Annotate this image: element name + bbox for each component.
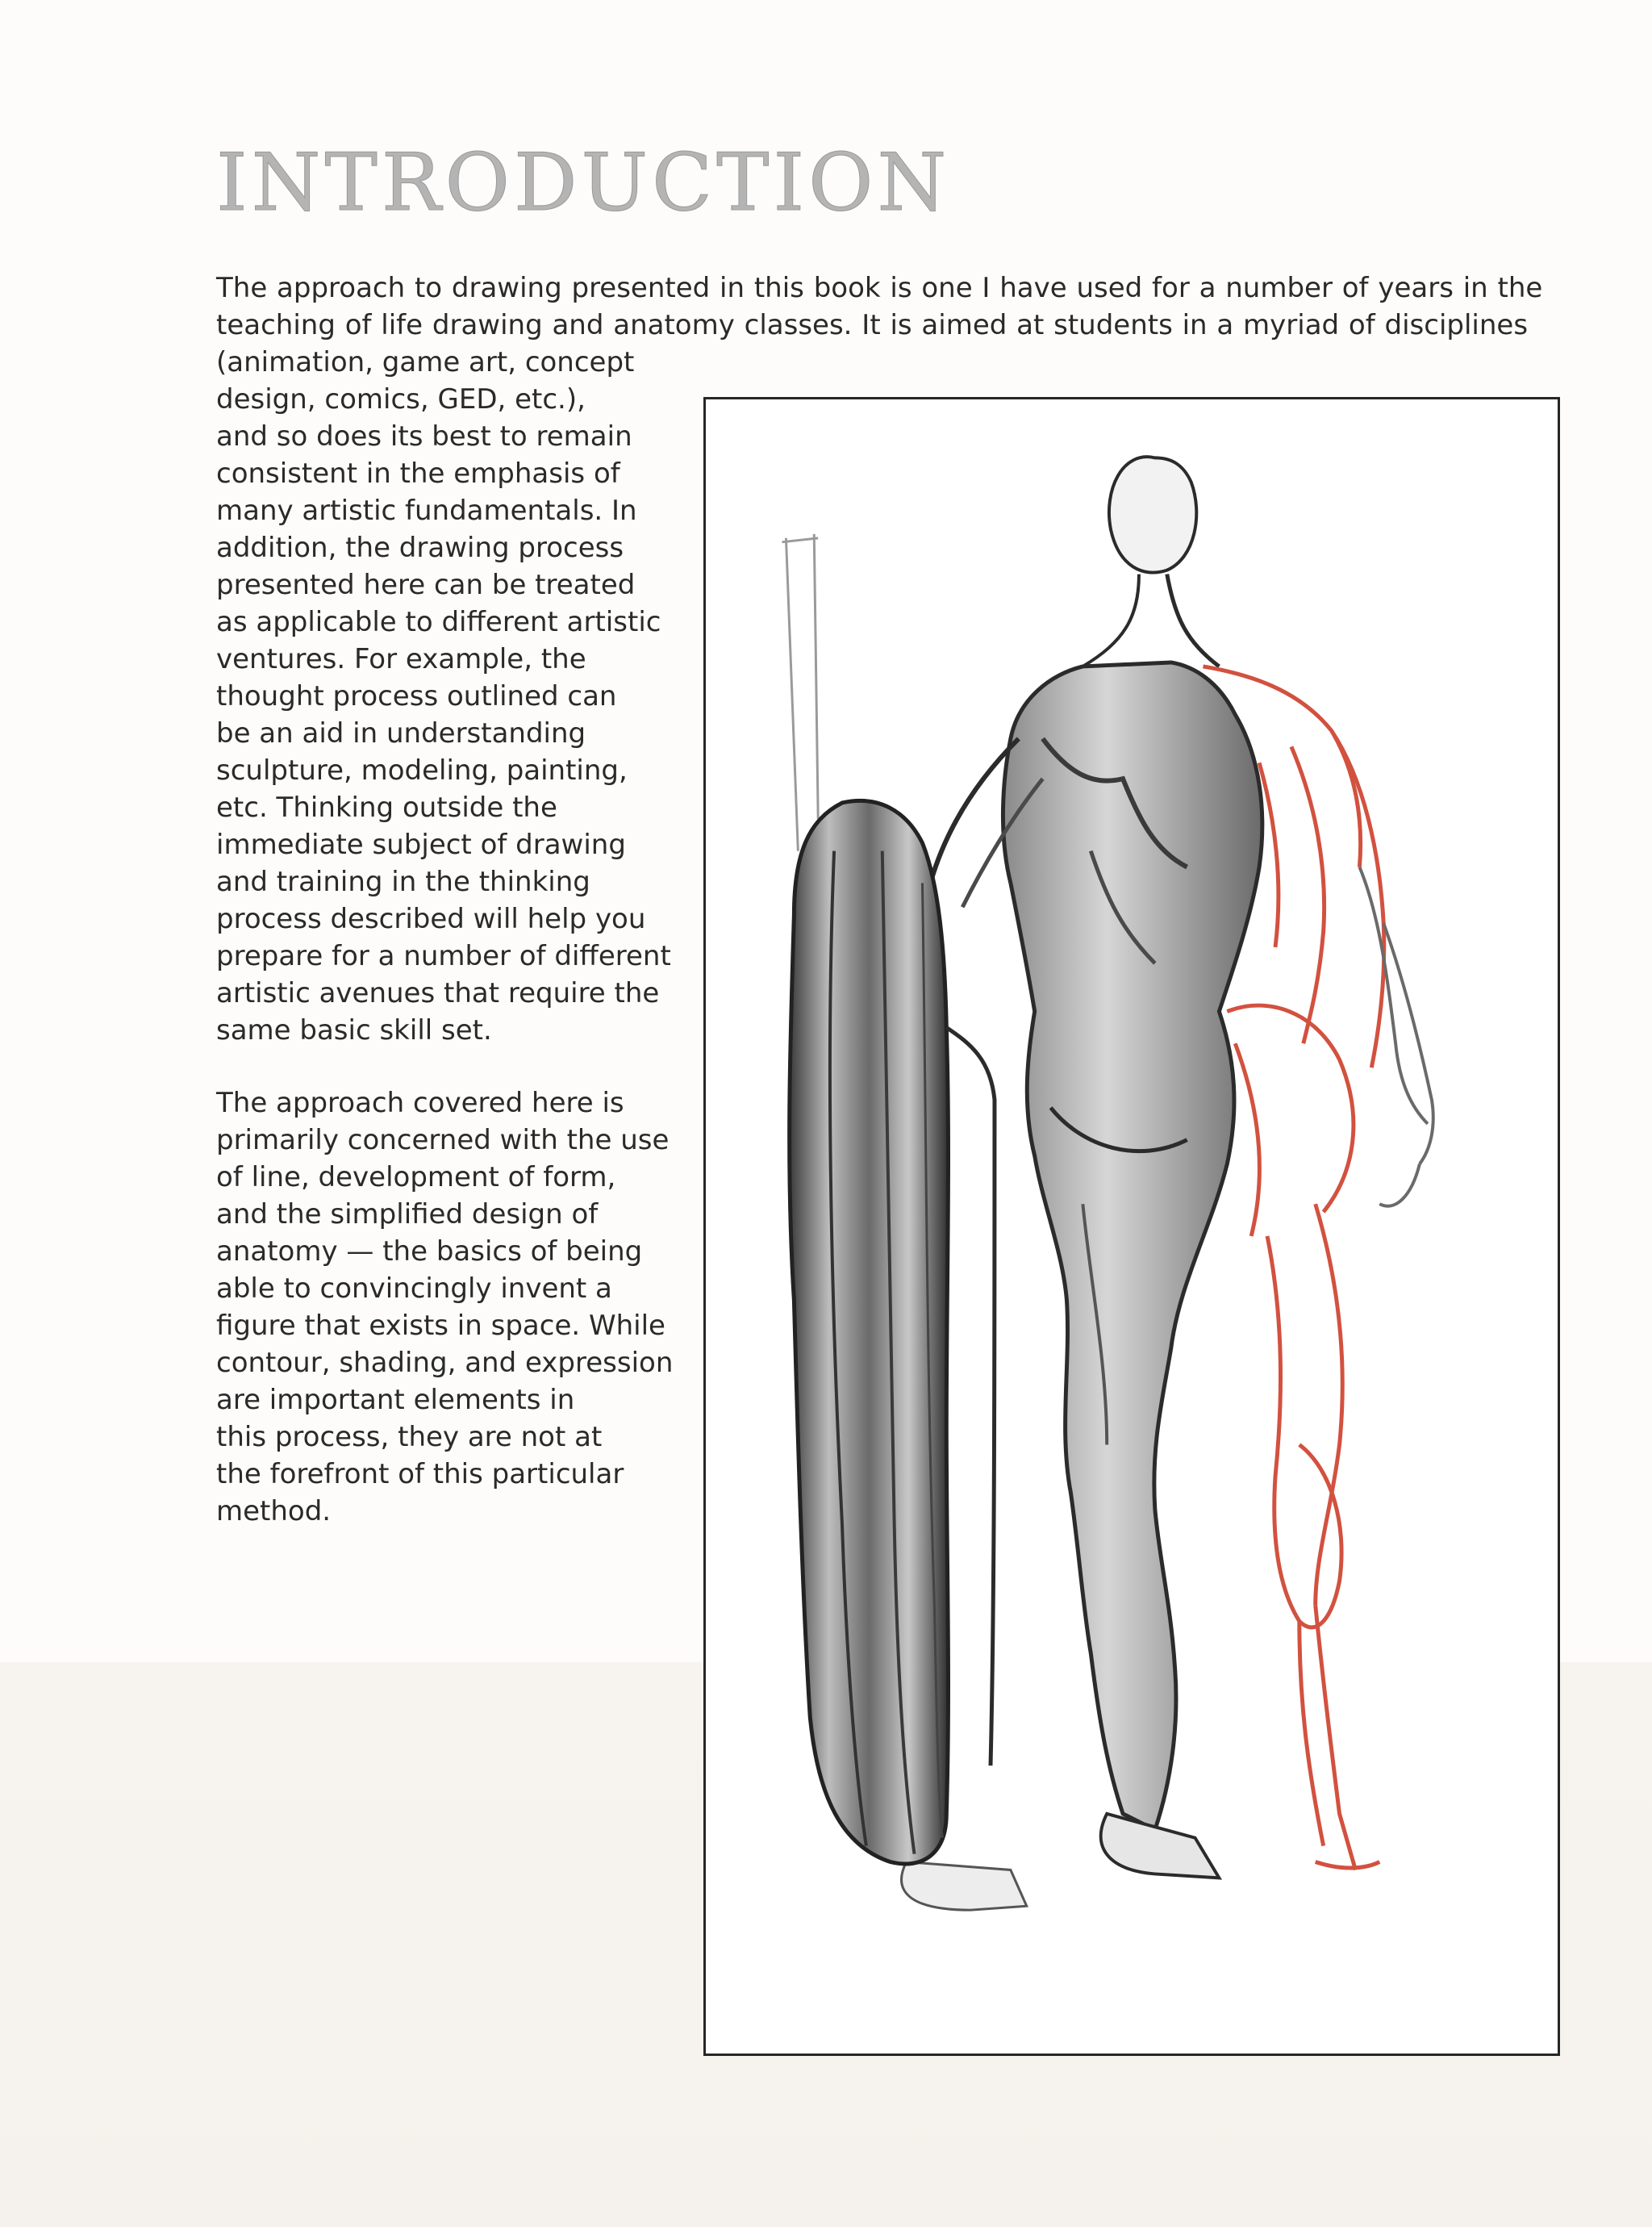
text-line: able to convincingly invent a <box>216 1272 612 1305</box>
text-line: The approach to drawing presented in this book is one I have used for a number of years in the <box>216 272 1543 304</box>
text-line: as applicable to different artistic <box>216 606 661 638</box>
text-line: many artistic fundamentals. In <box>216 495 637 527</box>
text-line: method. <box>216 1495 332 1527</box>
text-line: this process, they are not at <box>216 1421 603 1453</box>
text-line: figure that exists in space. While <box>216 1310 665 1342</box>
text-line: and so does its best to remain <box>216 420 632 453</box>
text-line: primarily concerned with the use <box>216 1124 670 1156</box>
text-line: anatomy — the basics of being <box>216 1235 643 1268</box>
text-line: and the simplified design of <box>216 1198 599 1230</box>
text-line: and training in the thinking <box>216 866 590 898</box>
text-line: ventures. For example, the <box>216 643 586 675</box>
text-line: same basic skill set. <box>216 1014 492 1047</box>
text-line: sculpture, modeling, painting, <box>216 754 628 787</box>
text-line: design, comics, GED, etc.), <box>216 383 586 416</box>
text-line: addition, the drawing process <box>216 532 624 564</box>
text-line: The approach covered here is <box>216 1087 624 1119</box>
text-line: the forefront of this particular <box>216 1458 624 1490</box>
figure-body <box>902 662 1262 1910</box>
text-line: consistent in the emphasis of <box>216 458 620 490</box>
text-line: of line, development of form, <box>216 1161 616 1193</box>
text-line: thought process outlined can <box>216 680 617 712</box>
text-line: teaching of life drawing and anatomy classes. It is aimed at students in a myriad of disciplines <box>216 309 1529 341</box>
text-line: contour, shading, and expression <box>216 1347 674 1379</box>
text-line: etc. Thinking outside the <box>216 792 557 824</box>
text-line: (animation, game art, concept <box>216 346 635 378</box>
text-line: prepare for a number of different <box>216 940 671 972</box>
text-line: artistic avenues that require the <box>216 977 660 1009</box>
text-line: process described will help you <box>216 903 646 935</box>
intro-paragraph <box>216 269 1543 344</box>
figure-drawing <box>706 399 1558 2054</box>
text-line: immediate subject of drawing <box>216 829 626 861</box>
figure-arm-right <box>1359 867 1433 1206</box>
text-line: be an aid in understanding <box>216 717 586 750</box>
text-line: presented here can be treated <box>216 569 636 601</box>
column-paragraph-1 <box>216 344 684 1049</box>
text-line: are important elements in <box>216 1384 575 1416</box>
page-title: INTRODUCTION <box>216 137 951 229</box>
column-paragraph-2 <box>216 1084 684 1530</box>
construction-lines <box>782 534 818 851</box>
draped-cloth <box>790 800 995 1864</box>
figure-head <box>1083 457 1219 666</box>
figure-illustration-frame <box>703 397 1560 2056</box>
